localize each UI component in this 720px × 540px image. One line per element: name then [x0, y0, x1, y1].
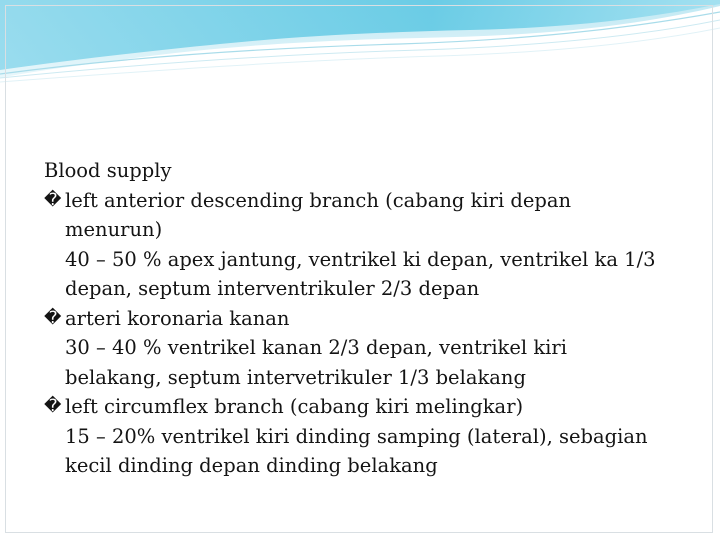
list-item-detail: 30 – 40 % ventrikel kanan 2/3 depan, ventrikel kiri: [65, 336, 567, 359]
bullet-icon: �: [44, 396, 62, 416]
bullet-icon: �: [44, 189, 62, 210]
list-item-detail: kecil dinding depan dinding belakang: [65, 454, 438, 477]
slide-body: [44, 156, 694, 481]
list-item-detail: 40 – 50 % apex jantung, ventrikel ki depan, ventrikel ka 1/3: [65, 247, 656, 271]
bullet-icon: �: [44, 307, 62, 328]
list-item: [44, 392, 694, 422]
list-item-heading-continued: menurun): [65, 218, 163, 241]
list-item: [44, 186, 694, 216]
list-item-heading: arteri koronaria kanan: [65, 306, 290, 330]
slide-title: Blood supply: [44, 159, 172, 182]
list-item-detail: 15 – 20% ventrikel kiri dinding samping (lateral), sebagian: [65, 424, 648, 448]
list-item-heading: left anterior descending branch (cabang kiri depan: [65, 188, 572, 212]
list-item-detail: belakang, septum intervetrikuler 1/3 belakang: [65, 365, 526, 389]
list-item-detail: depan, septum interventrikuler 2/3 depan: [65, 277, 480, 300]
list-item-heading: left circumflex branch (cabang kiri melingkar): [65, 395, 524, 418]
list-item: [44, 304, 694, 334]
